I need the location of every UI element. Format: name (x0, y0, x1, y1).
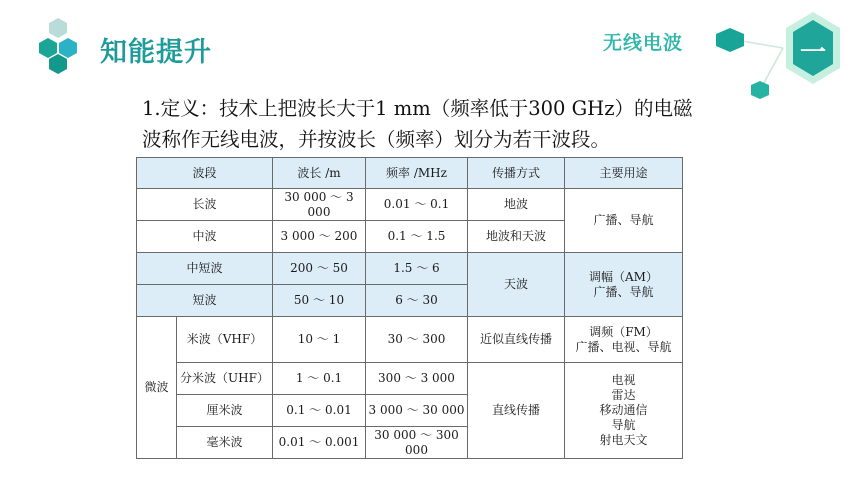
microwave-label-cell: 微波 (137, 317, 177, 459)
table-row (137, 189, 683, 221)
use-line: 雷达 (611, 388, 636, 402)
propagation-cell: 天波 (468, 253, 565, 317)
wavelength-cell: 200 ～ 50 (273, 253, 366, 285)
wavelength-cell: 10 ～ 1 (273, 317, 366, 363)
section-number: 一 (799, 38, 826, 68)
use-line: 调频（FM） (589, 324, 658, 339)
header-propagation: 传播方式 (468, 158, 565, 189)
wave-band-table (136, 157, 683, 459)
band-cell: 毫米波 (177, 427, 273, 459)
propagation-cell: 地波和天波 (468, 221, 565, 253)
header-wavelength: 波长 /m (273, 158, 366, 189)
use-line: 广播、电视、导航 (575, 339, 672, 354)
band-cell: 中短波 (137, 253, 273, 285)
frequency-cell: 1.5 ～ 6 (366, 253, 468, 285)
wavelength-cell: 0.1 ～ 0.01 (273, 395, 366, 427)
use-cell (565, 363, 683, 459)
use-line: 调幅（AM） (589, 269, 658, 284)
frequency-cell: 300 ～ 3 000 (366, 363, 468, 395)
frequency-cell: 30 ～ 300 (366, 317, 468, 363)
use-cell (565, 317, 683, 363)
band-cell: 中波 (137, 221, 273, 253)
definition-text (142, 93, 742, 155)
wavelength-cell: 3 000 ～ 200 (273, 221, 366, 253)
definition-line-1: 1.定义：技术上把波长大于1 mm（频率低于300 GHz）的电磁 (142, 97, 693, 120)
topic-title: 无线电波 (603, 32, 684, 54)
definition-line-2: 波称作无线电波，并按波长（频率）划分为若干波段。 (142, 128, 611, 151)
hexagon-cluster-icon (30, 14, 102, 74)
table-row (137, 363, 683, 395)
wavelength-cell: 1 ～ 0.1 (273, 363, 366, 395)
header-frequency: 频率 /MHz (366, 158, 468, 189)
table-row (137, 317, 683, 363)
frequency-cell: 3 000 ～ 30 000 (366, 395, 468, 427)
header-use: 主要用途 (565, 158, 683, 189)
table-row (137, 253, 683, 285)
use-cell: 广播、导航 (565, 189, 683, 253)
propagation-cell: 近似直线传播 (468, 317, 565, 363)
table-header-row (137, 158, 683, 189)
band-cell: 米波（VHF） (177, 317, 273, 363)
use-line: 广播、导航 (593, 284, 654, 299)
use-line: 导航 (611, 418, 636, 432)
use-cell (565, 253, 683, 317)
wavelength-cell: 0.01 ～ 0.001 (273, 427, 366, 459)
frequency-cell: 0.1 ～ 1.5 (366, 221, 468, 253)
use-line: 移动通信 (599, 403, 648, 417)
wavelength-cell: 50 ～ 10 (273, 285, 366, 317)
frequency-cell: 30 000 ～ 300 000 (366, 427, 468, 459)
propagation-cell: 直线传播 (468, 363, 565, 459)
band-cell: 短波 (137, 285, 273, 317)
wavelength-cell: 30 000 ～ 3 000 (273, 189, 366, 221)
use-line: 射电天文 (599, 433, 648, 447)
band-cell: 分米波（UHF） (177, 363, 273, 395)
use-line: 电视 (611, 373, 636, 387)
band-cell: 长波 (137, 189, 273, 221)
propagation-cell: 地波 (468, 189, 565, 221)
frequency-cell: 0.01 ～ 0.1 (366, 189, 468, 221)
frequency-cell: 6 ～ 30 (366, 285, 468, 317)
band-cell: 厘米波 (177, 395, 273, 427)
header-band: 波段 (137, 158, 273, 189)
page-title: 知能提升 (100, 37, 212, 68)
